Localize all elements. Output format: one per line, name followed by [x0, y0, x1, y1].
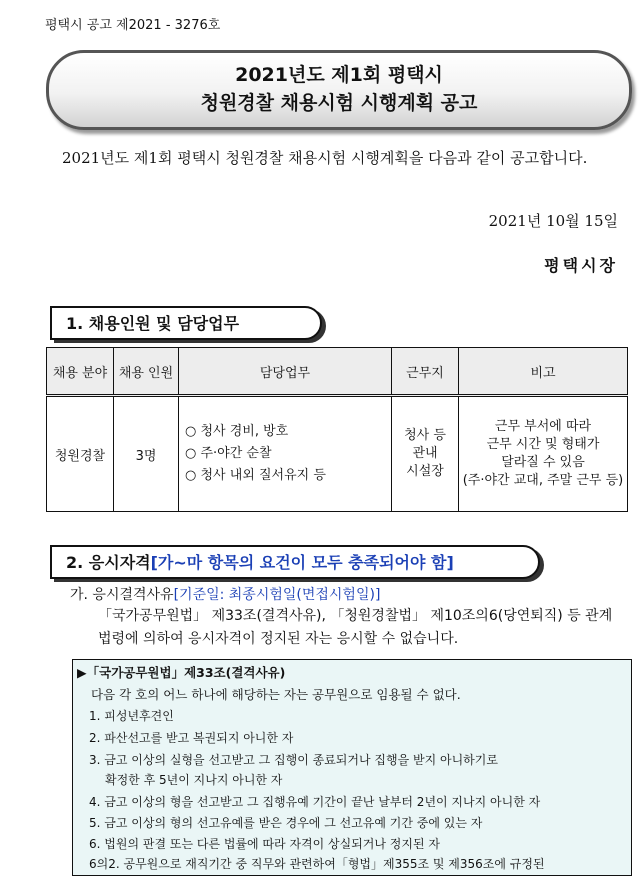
list-item: 확정한 후 5년이 지나지 아니한 자 — [105, 773, 283, 787]
subsection-a-body: 「국가공무원법」 제33조(결격사유), 「청원경찰법」 제10조의6(당연퇴직) 등 관계 법령에 의하여 응시자격이 정지된 자는 응시할 수 없습니다. — [98, 608, 613, 647]
list-item: 2. 파산선고를 받고 복권되지 아니한 자 — [89, 731, 294, 745]
workplace-line: 시설장 — [406, 464, 444, 479]
section-2-condition: [가~마 항목의 요건이 모두 충족되어야 함] — [150, 553, 454, 572]
list-item: 6의2. 공무원으로 재직기간 중 직무와 관련하여「형법」제355조 및 제356조에 규정된 — [89, 857, 545, 871]
notice-number: 평택시 공고 제2021 - 3276호 — [45, 18, 221, 33]
notice-date: 2021년 10월 15일 — [488, 212, 618, 230]
title-box — [46, 50, 632, 130]
section-2-heading — [50, 545, 540, 579]
title-line-1: 2021년도 제1회 평택시 — [235, 64, 443, 86]
workplace-line: 관내 — [412, 446, 438, 461]
header-workplace: 근무지 — [392, 348, 459, 396]
recruitment-table — [46, 347, 628, 512]
header-count: 채용 인원 — [114, 348, 179, 396]
law-title: ▶「국가공무원법」제33조(결격사유) — [77, 665, 286, 680]
section-1-heading: 1. 채용인원 및 담당업무 — [50, 306, 322, 340]
cell-remarks — [459, 396, 628, 512]
workplace-line: 청사 등 — [404, 428, 446, 443]
subsection-a-reference-date: [기준일: 최종시험일(면접시험일)] — [173, 587, 381, 603]
subsection-a-label: 가. 응시결격사유 — [70, 587, 174, 603]
list-item: 1. 피성년후견인 — [89, 709, 174, 723]
cell-workplace — [392, 396, 459, 512]
list-item: 3. 금고 이상의 실형을 선고받고 그 집행이 종료되거나 집행을 받지 아니하기로 — [89, 753, 498, 767]
list-item: 4. 금고 이상의 형을 선고받고 그 집행유예 기간이 끝난 날부터 2년이 지나지 아니한 자 — [89, 795, 541, 809]
title-line-2: 청원경찰 채용시험 시행계획 공고 — [200, 92, 478, 114]
signatory: 평택시장 — [544, 256, 618, 275]
law-excerpt-box — [72, 659, 632, 876]
remarks-line: (주·야간 교대, 주말 근무 등) — [462, 473, 624, 488]
law-lead: 다음 각 호의 어느 하나에 해당하는 자는 공무원으로 임용될 수 없다. — [91, 687, 461, 702]
remarks-line: 달라질 수 있음 — [501, 455, 585, 470]
table-row — [47, 396, 628, 512]
list-item: 5. 금고 이상의 형의 선고유예를 받은 경우에 그 선고유예 기간 중에 있는 자 — [89, 816, 483, 830]
duty-item: ○ 청사 내외 질서유지 등 — [185, 468, 326, 483]
cell-count: 3명 — [114, 396, 179, 512]
cell-duties — [179, 396, 392, 512]
remarks-line: 근무 부서에 따라 — [494, 419, 592, 434]
header-field: 채용 분야 — [47, 348, 114, 396]
header-duties: 담당업무 — [179, 348, 392, 396]
table-header-row — [47, 348, 628, 396]
cell-field: 청원경찰 — [47, 396, 114, 512]
subsection-a-heading — [70, 584, 380, 604]
remarks-line: 근무 시간 및 형태가 — [486, 437, 600, 452]
duty-item: ○ 주·야간 순찰 — [185, 446, 272, 461]
section-2-title: 2. 응시자격 — [66, 553, 151, 572]
list-item: 6. 법원의 판결 또는 다른 법률에 따라 자격이 상실되거나 정지된 자 — [89, 837, 440, 851]
duty-item: ○ 청사 경비, 방호 — [185, 424, 289, 439]
intro-paragraph: 2021년도 제1회 평택시 청원경찰 채용시험 시행계획을 다음과 같이 공고합니다. — [62, 149, 588, 167]
header-remarks: 비고 — [459, 348, 628, 396]
